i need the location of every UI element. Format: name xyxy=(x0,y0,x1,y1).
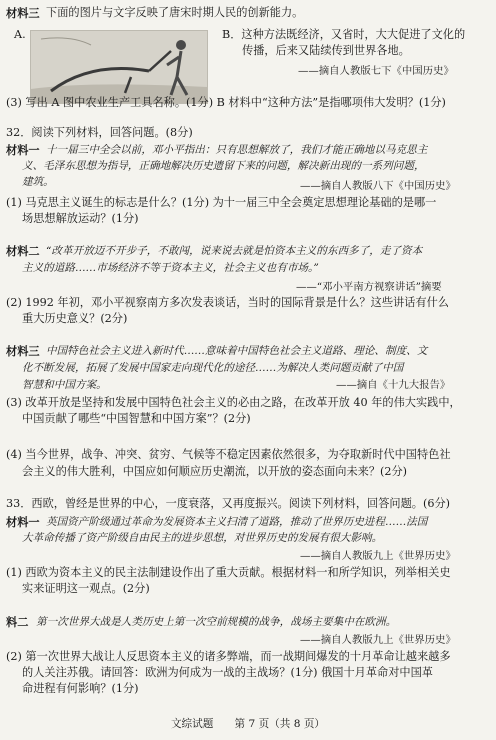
q33-material-1-label: 材料一 xyxy=(6,515,40,529)
q32-material-1-line3: 建筑。 xyxy=(22,176,54,188)
q33-question-1-line1: (1) 西欧为资本主义的民主法制建设作出了重大贡献。根据材料一和所学知识，列举相关史 xyxy=(6,566,451,579)
q32-question-3-line1: (3) 改革开放是坚持和发展中国特色社会主义的必由之路，在改革开放 40 年的伟大实践中， xyxy=(6,396,461,409)
q32-material-1-line1: 十一届三中全会以前，邓小平指出：只有思想解放了，我们才能正确地以马克思主 xyxy=(46,144,428,156)
q33-title: 33．西欧，曾经是世界的中心，一度衰落，又再度振兴。阅读下列材料，回答问题。(6分) xyxy=(6,497,451,510)
q32-question-1-line2: 场思想解放运动？(1分) xyxy=(22,212,139,225)
material-intro: 下面的图片与文字反映了唐宋时期人民的创新能力。 xyxy=(46,6,304,19)
q33-material-2-label: 料二 xyxy=(6,615,29,629)
q33-material-2-line1: 第一次世界大战是人类历史上第一次空前规模的战争，战场主要集中在欧洲。 xyxy=(36,616,397,628)
farming-tool-illustration xyxy=(30,30,208,104)
q32-material-3-line1: 中国特色社会主义进入新时代……意味着中国特色社会主义道路、理论、制度、文 xyxy=(46,345,428,357)
q33-material-2-source: ——摘自人教版九上《世界历史》 xyxy=(300,634,456,646)
q33-material-1-line2: 大革命传播了资产阶级自由民主的进步思想，对世界历史的发展有很大影响。 xyxy=(22,532,383,544)
q32-material-3-label: 材料三 xyxy=(6,344,40,358)
q32-question-1-line1: (1) 马克思主义诞生的标志是什么？(1分) 为十一届三中全会奠定思想理论基础的是哪一 xyxy=(6,196,437,209)
q32-question-2-line2: 重大历史意义？(2分) xyxy=(22,312,128,325)
q32-material-3-line3: 智慧和中国方案。 xyxy=(22,379,107,391)
page-footer: 文综试题 第 7 页（共 8 页） xyxy=(170,718,326,730)
q33-question-1-line2: 实来证明这一观点。(2分) xyxy=(22,582,150,595)
q32-material-2-label: 材料二 xyxy=(6,244,40,258)
q33-question-2-line1: (2) 第一次世界大战让人反思资本主义的诸多弊端，而一战期间爆发的十月革命让越来越多 xyxy=(6,650,451,663)
q32-material-1-label: 材料一 xyxy=(6,143,40,157)
q32-material-3-line2: 化不断发展，拓展了发展中国家走向现代化的途径……为解决人类问题贡献了中国 xyxy=(22,362,404,374)
q32-material-3-source: ——摘自《十九大报告》 xyxy=(336,379,451,391)
option-b-line2: 传播，后来又陆续传到世界各地。 xyxy=(242,44,410,57)
q32-material-1-line2: 义、毛泽东思想为指导，正确地解决历史遗留下来的问题，解决新出现的一系列问题， xyxy=(22,160,425,172)
q32-material-2-line1: “改革开放迈不开步子，不敢闯，说来说去就是怕资本主义的东西多了，走了资本 xyxy=(46,245,423,257)
question-3: (3) 写出 A 图中农业生产工具名称。(1分) B 材料中“这种方法”是指哪项伟大发明？(1分) xyxy=(6,96,446,109)
q32-question-3-line2: 中国贡献了哪些“中国智慧和中国方案”？(2分) xyxy=(22,412,251,425)
q33-material-1-line1: 英国资产阶级通过革命为发展资本主义扫清了道路，推动了世界历史进程……法国 xyxy=(46,516,428,528)
material-source: ——摘自人教版七下《中国历史》 xyxy=(298,65,454,77)
material-label: 材料三 xyxy=(6,6,40,20)
q32-question-4-line1: (4) 当今世界，战争、冲突、贫穷、气候等不稳定因素依然很多，为夺取新时代中国特色社 xyxy=(6,448,451,461)
q32-material-2-source: ——“邓小平南方视察讲话”摘要 xyxy=(296,281,442,293)
q33-question-2-line2: 的人关注苏俄。请回答：欧洲为何成为一战的主战场？(1分) 俄国十月革命对中国革 xyxy=(22,666,433,679)
q33-material-1-source: ——摘自人教版九上《世界历史》 xyxy=(300,550,456,562)
q32-question-4-line2: 会主义的伟大胜利，中国应如何顺应历史潮流，以开放的姿态面向未来？(2分) xyxy=(22,465,408,478)
q32-material-1-source: ——摘自人教版八下《中国历史》 xyxy=(300,180,456,192)
q32-question-2-line1: (2) 1992 年初，邓小平视察南方多次发表谈话，当时的国际背景是什么？这些讲话有什么 xyxy=(6,296,449,309)
q32-material-2-line2: 主义的道路……市场经济不等于资本主义，社会主义也有市场。” xyxy=(22,262,319,274)
q32-title: 32．阅读下列材料，回答问题。(8分) xyxy=(6,126,193,139)
option-b-line1: B．这种方法既经济，又省时，大大促进了文化的 xyxy=(222,28,466,41)
q33-question-2-line3: 命进程有何影响？(1分) xyxy=(22,682,139,695)
option-a-label: A. xyxy=(14,28,26,41)
